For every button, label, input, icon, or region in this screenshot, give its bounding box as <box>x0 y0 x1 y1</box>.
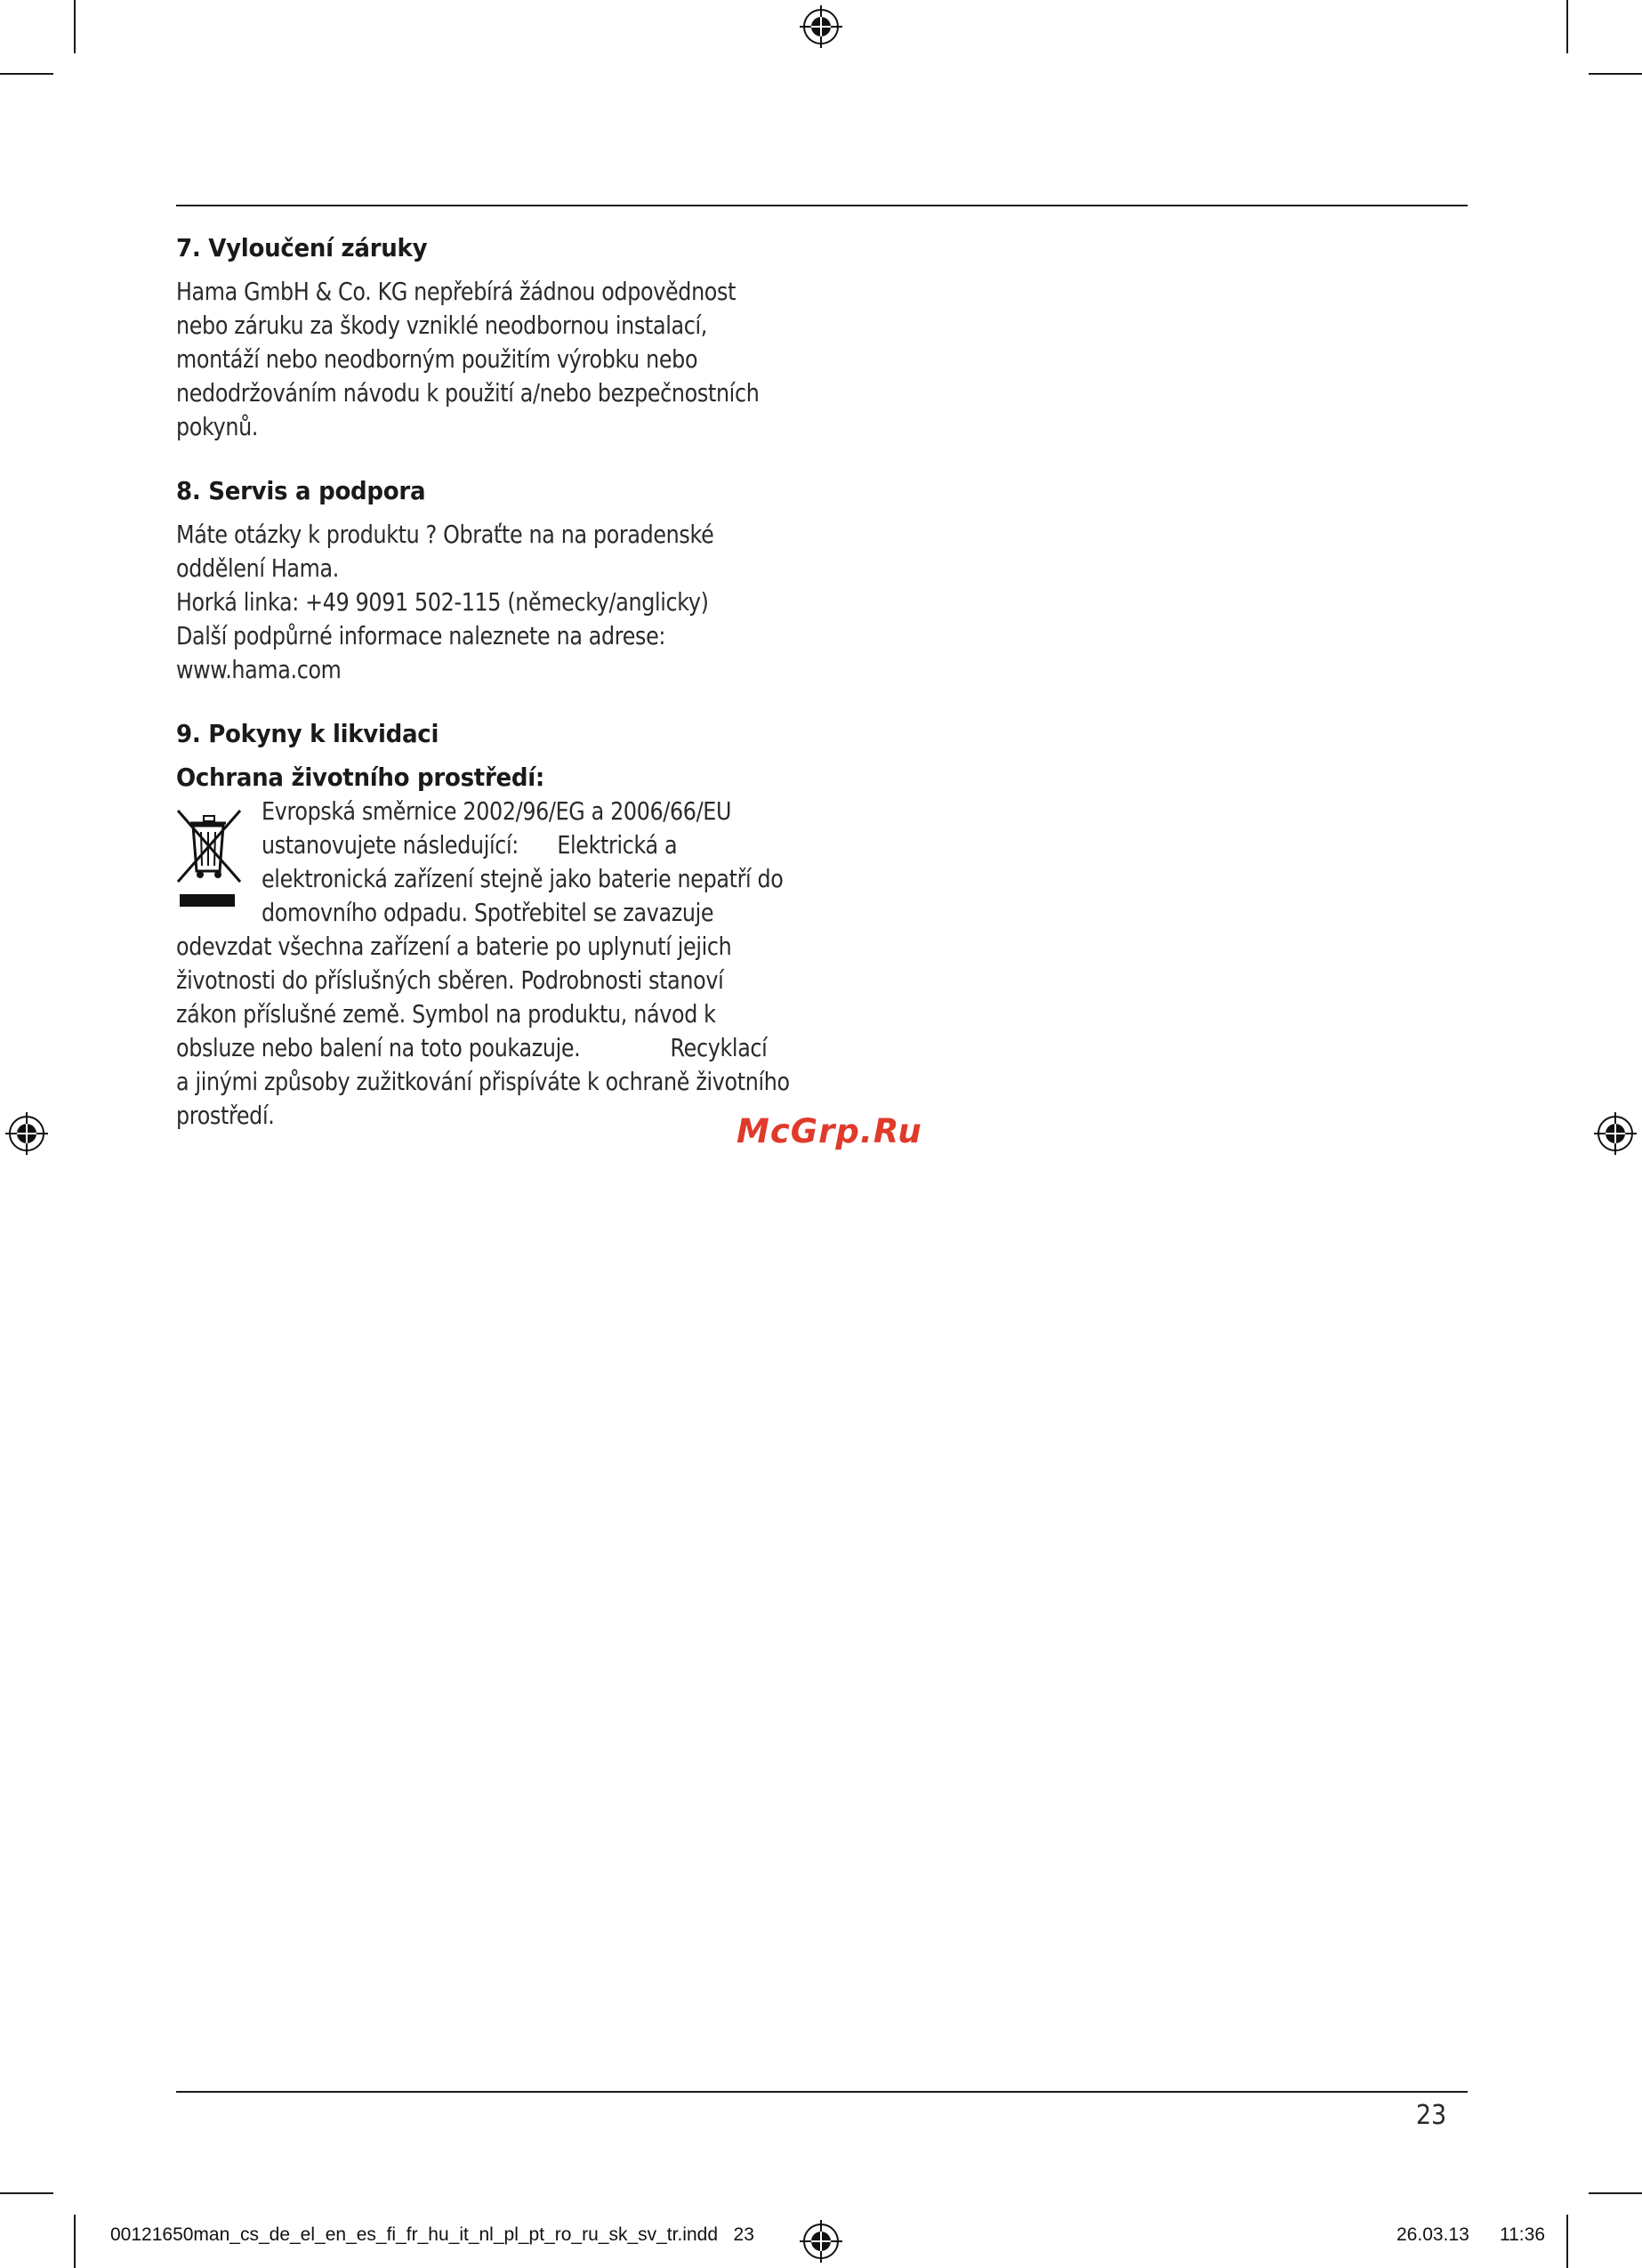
section-9-body-beside-icon <box>262 795 784 930</box>
bottom-rule <box>176 2091 1468 2093</box>
text-line: Další podpůrné informace naleznete na adrese: <box>176 621 666 650</box>
crop-mark-top-right-horizontal <box>1589 73 1642 75</box>
slug-filename: 00121650man_cs_de_el_en_es_fi_fr_hu_it_nl_pl_pt_ro_ru_sk_sv_tr.indd 23 <box>110 2224 754 2245</box>
text-line: prostředí. <box>176 1101 275 1130</box>
text-line: Hama GmbH & Co. KG nepřebírá žádnou odpovědnost <box>176 277 736 306</box>
crop-mark-bottom-right-horizontal <box>1589 2192 1642 2194</box>
text-line: nebo záruku za škody vzniklé neodbornou instalací, <box>176 311 707 340</box>
crop-mark-bottom-left-vertical <box>74 2215 76 2268</box>
slug-time: 11:36 <box>1500 2224 1545 2245</box>
text-line: domovního odpadu. Spotřebitel se zavazuje <box>262 898 714 927</box>
text-line: nedodržováním návodu k použití a/nebo bezpečnostních <box>176 378 760 408</box>
crop-mark-top-left-vertical <box>74 0 76 53</box>
section-9-body <box>176 930 790 1133</box>
section-8-heading: 8. Servis a podpora <box>176 476 426 505</box>
text-line: a jinými způsoby zužitkování přispíváte k ochraně životního <box>176 1067 790 1096</box>
text-line: Máte otázky k produktu ? Obraťte na na poradenské <box>176 520 714 549</box>
crop-mark-top-right-vertical <box>1566 0 1568 53</box>
text-line: životnosti do příslušných sběren. Podrobnosti stanoví <box>176 965 724 995</box>
website-link[interactable]: www.hama.com <box>176 655 342 684</box>
text-line: Horká linka: +49 9091 502-115 (německy/anglicky) <box>176 587 709 617</box>
text-line: elektronická zařízení stejně jako baterie nepatří do <box>262 864 784 893</box>
crop-mark-bottom-right-vertical <box>1566 2215 1568 2268</box>
text-line: Evropská směrnice 2002/96/EG a 2006/66/EU <box>262 796 732 826</box>
text-line: zákon příslušné země. Symbol na produktu, návod k <box>176 999 716 1029</box>
section-9-heading: 9. Pokyny k likvidaci <box>176 719 439 748</box>
registration-mark-bottom-icon <box>800 2220 842 2263</box>
section-8-body <box>176 518 713 687</box>
top-rule <box>176 205 1468 206</box>
slug-date: 26.03.13 <box>1397 2224 1469 2245</box>
registration-mark-top-icon <box>800 5 842 48</box>
registration-mark-left-icon <box>5 1112 48 1155</box>
text-line: ustanovujete následující: Elektrická a <box>262 830 678 860</box>
section-7-body <box>176 275 759 444</box>
page-number: 23 <box>1415 2100 1446 2131</box>
text-line: oddělení Hama. <box>176 553 340 583</box>
crossed-out-wheelie-bin-icon <box>174 805 245 912</box>
text-line: obsluze nebo balení na toto poukazuje. Recyklací <box>176 1033 768 1062</box>
text-line: pokynů. <box>176 412 259 441</box>
crop-mark-bottom-left-horizontal <box>0 2192 53 2194</box>
registration-mark-right-icon <box>1594 1112 1637 1155</box>
watermark: McGrp.Ru <box>736 1112 922 1150</box>
text-line: montáží nebo neodborným použitím výrobku nebo <box>176 344 698 374</box>
text-line: odevzdat všechna zařízení a baterie po uplynutí jejich <box>176 932 732 961</box>
section-9-subheading: Ochrana životního prostředí: <box>176 763 545 792</box>
section-7-heading: 7. Vyloučení záruky <box>176 233 428 262</box>
crop-mark-top-left-horizontal <box>0 73 53 75</box>
